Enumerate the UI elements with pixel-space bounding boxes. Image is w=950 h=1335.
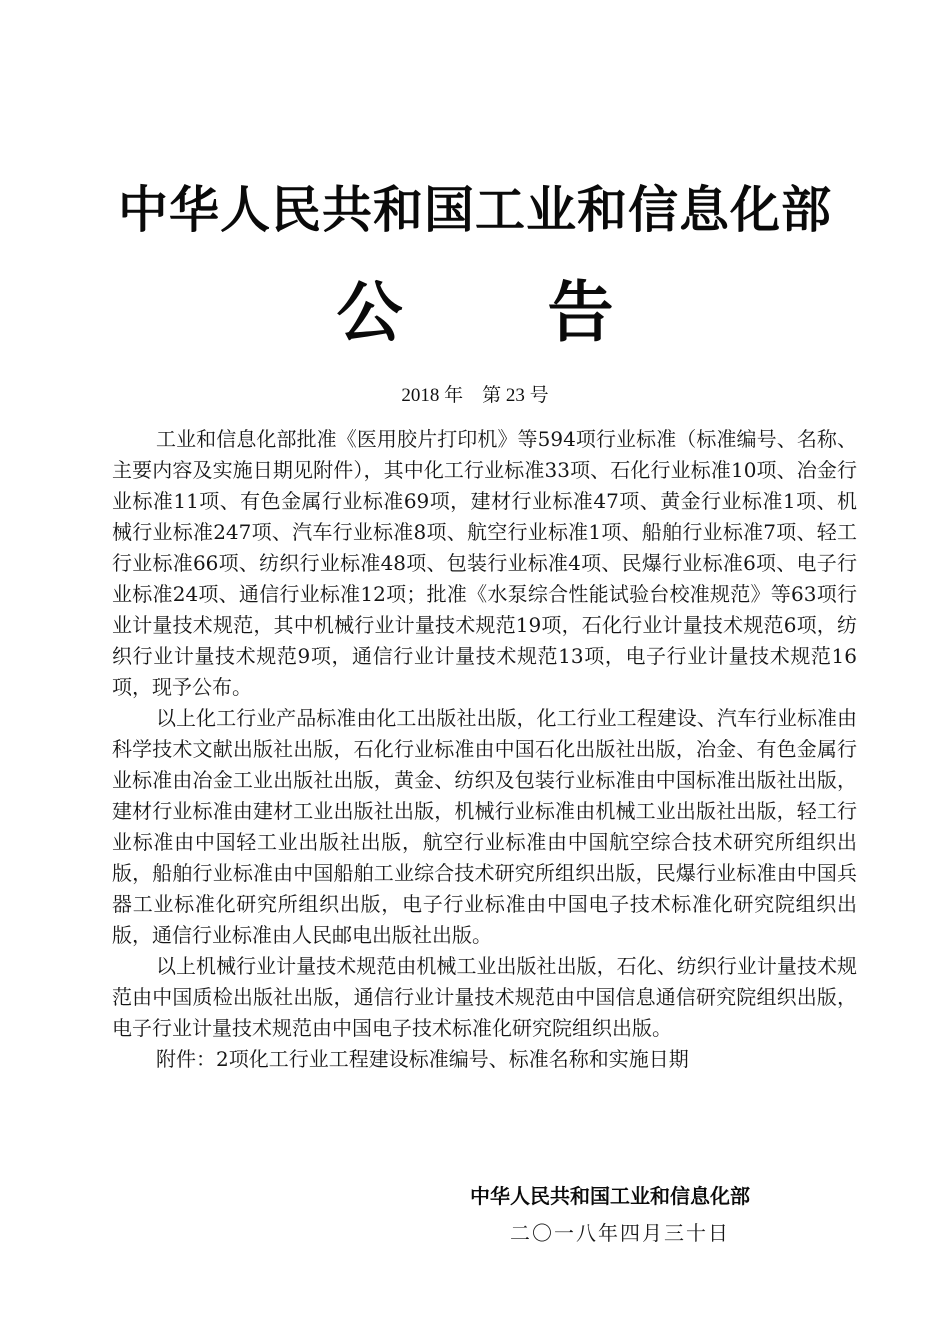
- doc-type-char-1: 公: [336, 274, 403, 351]
- document-number: 2018 年 第 23 号: [401, 385, 549, 406]
- doc-type-char-2: 告: [547, 274, 614, 351]
- document-body: [112, 424, 857, 1075]
- document-type-heading: [0, 268, 950, 358]
- issuing-authority-title: 中华人民共和国工业和信息化部: [118, 181, 832, 239]
- paragraph-standards-approved: 工业和信息化部批准《医用胶片打印机》等594项行业标准（标准编号、名称、主要内容及实施日期见附件），其中化工行业标准33项、石化行业标准10项、冶金行业标准11项、有色金属行业标准69项，建材行业标准47项、黄金行业标准1项、机械行业标准247项、汽车行业标准8项、航空行业标准1项、船舶行业标准7项、轻工行业标准66项、纺织行业标准48项、包装行业标准4项、民爆行业标准6项、电子行业标准24项、通信行业标准12项；批准《水泵综合性能试验台校准规范》等63项行业计量技术规范，其中机械行业计量技术规范19项，石化行业计量技术规范6项，纺织行业计量技术规范9项，通信行业计量技术规范13项，电子行业计量技术规范16项，现予公布。: [112, 427, 857, 699]
- paragraph-publishers-standards: 以上化工行业产品标准由化工出版社出版，化工行业工程建设、汽车行业标准由科学技术文献出版社出版，石化行业标准由中国石化出版社出版，冶金、有色金属行业标准由冶金工业出版社出版，黄金、纺织及包装行业标准由中国标准出版社出版，建材行业标准由建材工业出版社出版，机械行业标准由机械工业出版社出版，轻工行业标准由中国轻工业出版社出版，航空行业标准由中国航空综合技术研究所组织出版，船舶行业标准由中国船舶工业综合技术研究所组织出版，民爆行业标准由中国兵器工业标准化研究所组织出版，电子行业标准由中国电子技术标准化研究院组织出版，通信行业标准由人民邮电出版社出版。: [112, 706, 857, 947]
- issue-date: 二〇一八年四月三十日: [510, 1221, 730, 1245]
- signature-authority: 中华人民共和国工业和信息化部: [470, 1184, 750, 1208]
- paragraph-publishers-metrology: 以上机械行业计量技术规范由机械工业出版社出版，石化、纺织行业计量技术规范由中国质检出版社出版，通信行业计量技术规范由中国信息通信研究院组织出版，电子行业计量技术规范由中国电子技术标准化研究院组织出版。: [112, 954, 857, 1040]
- attachment-note: 附件：2项化工行业工程建设标准编号、标准名称和实施日期: [156, 1047, 689, 1071]
